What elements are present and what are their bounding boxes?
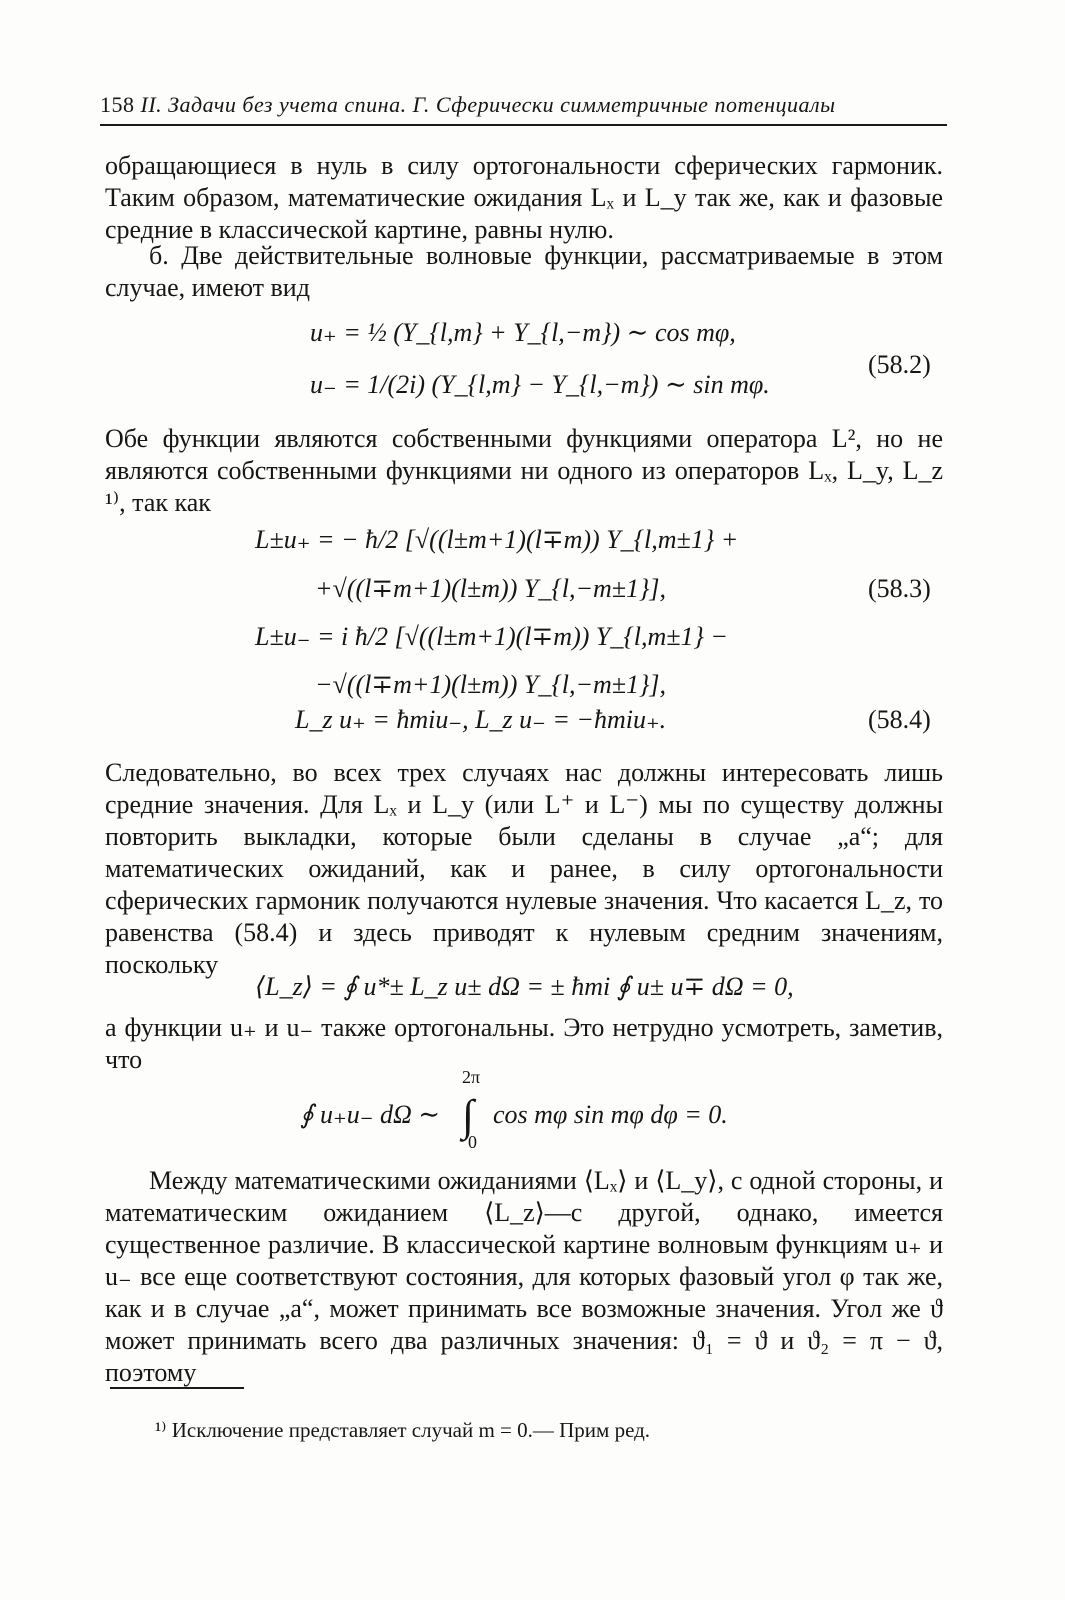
equation-lz-mean: ⟨L_z⟩ = ∮ u*± L_z u± dΩ = ± ħmi ∮ u± u∓ dΩ = 0, (255, 972, 794, 1001)
integral-sign: ∫ (462, 1091, 475, 1140)
running-title: II. Задачи без учета спина. Г. Сферически симметричные потенциалы (140, 92, 836, 117)
equation-58-2-line-2: u₋ = 1/(2i) (Y_{l,m} − Y_{l,−m}) ∼ sin mφ. (310, 370, 770, 399)
paragraph-5 (105, 1012, 943, 1076)
equation-58-4: L_z u₊ = ħmiu₋, L_z u₋ = −ħmiu₊. (295, 705, 667, 734)
paragraph-6 (105, 1165, 943, 1389)
equation-number-58-2: (58.2) (868, 350, 931, 379)
equation-58-3-line-1: L±u₊ = − ħ/2 [√((l±m+1)(l∓m)) Y_{l,m±1} + (255, 525, 739, 554)
equation-orthogonality-right: cos mφ sin mφ dφ = 0. (493, 1100, 728, 1129)
footnote-marker: ¹⁾ (155, 1418, 167, 1442)
equation-number-58-4: (58.4) (868, 705, 931, 734)
footnote-text: Исключение представляет случай m = 0.— Прим ред. (171, 1418, 651, 1442)
page-number: 158 (100, 92, 135, 117)
header-rule (100, 124, 947, 126)
equation-58-2-line-1: u₊ = ½ (Y_{l,m} + Y_{l,−m}) ∼ cos mφ, (310, 318, 736, 347)
footnote (155, 1418, 650, 1443)
integral-upper-limit: 2π (462, 1067, 481, 1087)
running-header (100, 92, 945, 118)
equation-58-3-line-4: −√((l∓m+1)(l±m)) Y_{l,−m±1}], (315, 670, 667, 699)
paragraph-3-text: Обе функции являются собственными функциями оператора L², но не являются собственными функциями ни одного из операторов Lₓ, L_y, L_z ¹⁾, так как (105, 424, 943, 517)
equation-58-3-line-2: +√((l∓m+1)(l±m)) Y_{l,−m±1}], (315, 574, 667, 603)
paragraph-4 (105, 757, 943, 981)
paragraph-3 (105, 423, 943, 519)
paragraph-6-text: Между математическими ожиданиями ⟨Lₓ⟩ и ⟨L_y⟩, с одной стороны, и математическим ожиданием ⟨L_z⟩—с другой, однако, имеется существенное различие. В классической картине волновым функциям u₊ и u₋ все еще соответствуют состояния, для которых фазовый угол φ так же, как и в случае „а“, может принимать все возможные значения. Угол же ϑ может принимать всего два различных значения: ϑ₁ = ϑ и ϑ₂ = π − ϑ, поэтому (105, 1166, 943, 1387)
equation-number-58-3: (58.3) (868, 574, 931, 603)
integral-lower-limit: 0 (468, 1132, 477, 1152)
paragraph-4-text: Следовательно, во всех трех случаях нас должны интересовать лишь средние значения. Для Lₓ и L_y (или L⁺ и L⁻) мы по существу должны повторить выкладки, которые были сделаны в случае „а“; для математических ожиданий, как и ранее, в силу ортогональности сферических гармоник получаются нулевые значения. Что касается L_z, то равенства (58.4) и здесь приводят к нулевым средним значениям, поскольку (105, 758, 943, 979)
paragraph-1-text: обращающиеся в нуль в силу ортогональности сферических гармоник. Таким образом, математические ожидания Lₓ и L_y так же, как и фазовые средние в классической картине, равны нулю. (105, 151, 943, 244)
paragraph-5-text: а функции u₊ и u₋ также ортогональны. Это нетрудно усмотреть, заметив, что (105, 1013, 943, 1074)
paragraph-2-text: б. Две действительные волновые функции, рассматриваемые в этом случае, имеют вид (105, 241, 943, 302)
paragraph-1 (105, 150, 943, 246)
equation-orthogonality-left: ∮ u₊u₋ dΩ ∼ (300, 1100, 441, 1129)
equation-58-3-line-3: L±u₋ = i ħ/2 [√((l±m+1)(l∓m)) Y_{l,m±1} − (255, 622, 728, 651)
footnote-rule (110, 1387, 244, 1389)
paragraph-2 (105, 240, 943, 304)
